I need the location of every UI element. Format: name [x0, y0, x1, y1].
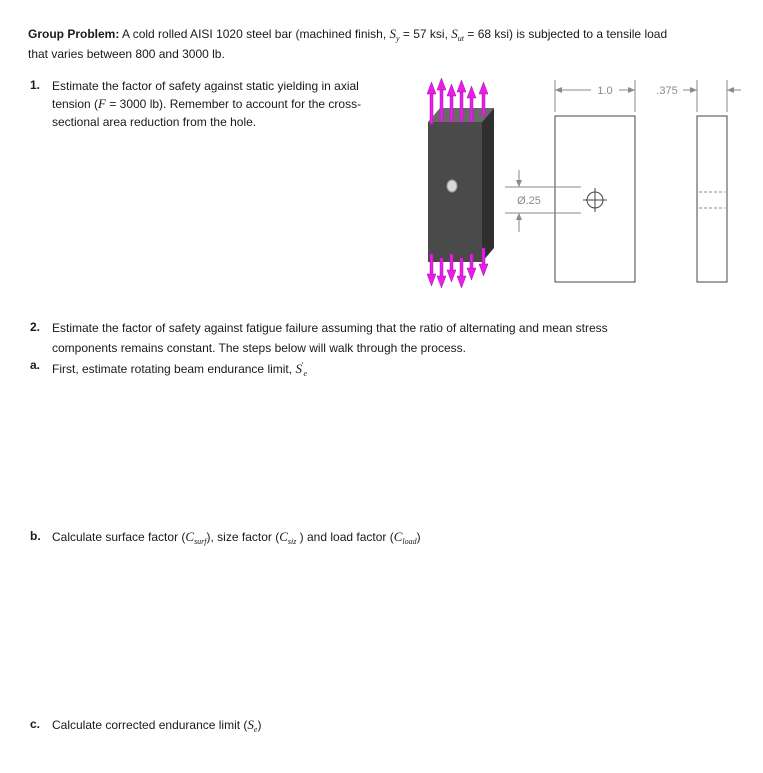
part-a-text: First, estimate rotating beam endurance limit, $S'_e$: [52, 361, 308, 378]
bar-hole: [447, 180, 457, 192]
bar-front-face: [428, 122, 482, 262]
question-2-number: 2.: [30, 320, 41, 334]
question-1-line-2: tension (F = 3000 lb). Remember to account for the cross-: [52, 96, 362, 111]
problem-label: Group Problem:: [28, 27, 120, 41]
part-b-text: Calculate surface factor $(C_{surf})$, size factor ($C_{siz}$ ) and load factor $(C_{load})$: [52, 529, 421, 546]
part-a-letter: a.: [30, 358, 41, 372]
part-b-letter: b.: [30, 529, 41, 543]
problem-statement-line-2: that varies between 800 and 3000 lb.: [28, 47, 225, 61]
question-1-number: 1.: [30, 78, 41, 92]
steel-bar-3d-illustration: [420, 78, 510, 288]
question-1-line-3: sectional area reduction from the hole.: [52, 115, 257, 129]
dimension-arrows: [516, 87, 734, 220]
engineering-drawing: [505, 74, 745, 288]
width-dimension-label: 1.0: [597, 85, 613, 97]
question-2-line-1: Estimate the factor of safety against fatigue failure assuming that the ratio of alternating and mean stress: [52, 321, 608, 335]
question-2-line-2: components remains constant. The steps below will walk through the process.: [52, 341, 466, 355]
part-c-letter: c.: [30, 717, 41, 731]
problem-statement-line-1: Group Problem: A cold rolled AISI 1020 steel bar (machined finish, $S_y = 57$ ksi, $S_{ut} = 68$ ksi) is subjected to a tensile load: [28, 26, 668, 43]
question-1-line-1: Estimate the factor of safety against static yielding in axial: [52, 79, 359, 93]
hole-diameter-label: Ø.25: [517, 195, 541, 207]
side-view-outline: [697, 116, 727, 282]
part-c-text: Calculate corrected endurance limit $(S_e)$: [52, 717, 262, 734]
bar-side-face: [482, 108, 494, 262]
thickness-dimension-label: .375: [656, 85, 678, 97]
